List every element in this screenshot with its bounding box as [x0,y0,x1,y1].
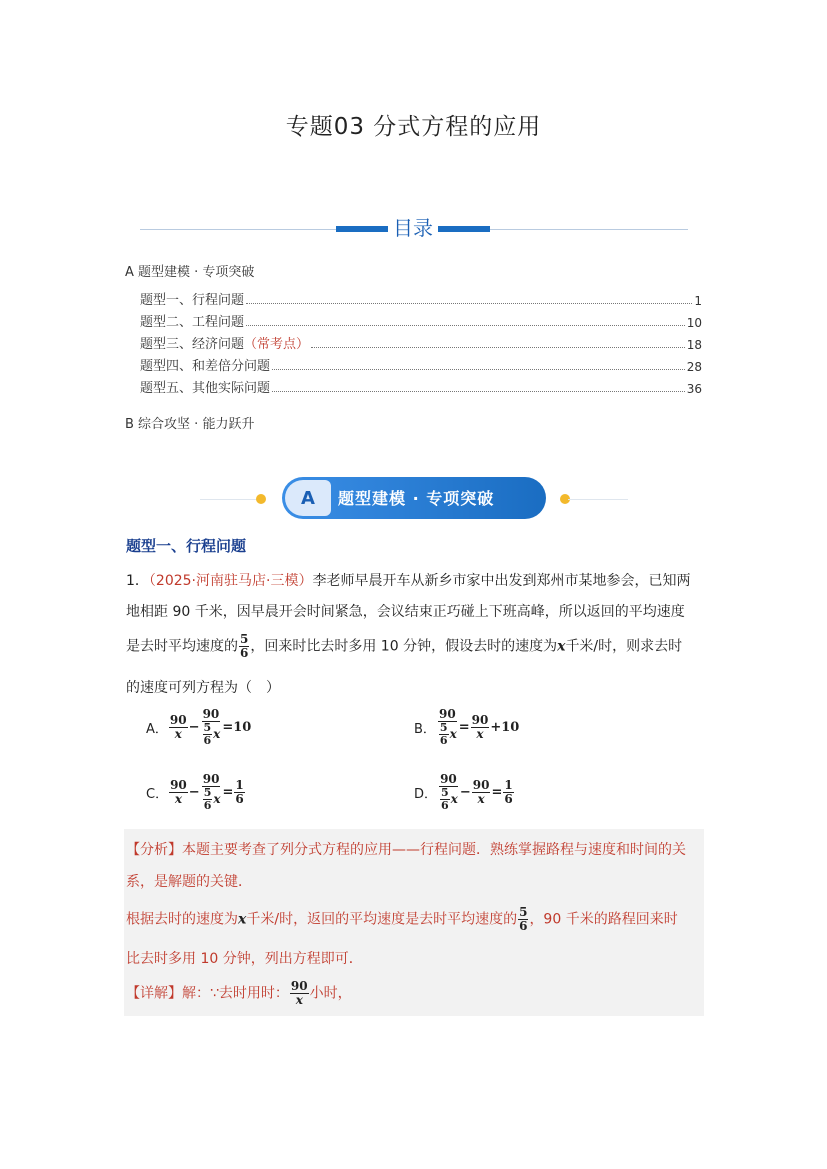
banner-badge: A [285,480,331,516]
toc-item-label: 题型三、经济问题 [140,337,245,352]
detail-text: 小时， [309,985,352,1002]
frac-num: 90 [169,713,187,727]
question-line-2: 地相距 90 千米，因早晨开会时间紧急，会议结束正巧碰上下班高峰，所以返回的平均速度 [126,604,685,620]
frac-den [201,787,222,812]
variable-x: x [557,638,566,655]
minus-sign: − [459,785,471,800]
frac-num: 5 [439,721,448,734]
frac-den: x [295,993,303,1007]
question-line-4: 的速度可列方程为（ ） [126,680,280,696]
frac-num: 90 [438,707,456,721]
frac-num: 1 [235,778,244,792]
minus-sign: − [188,785,200,800]
toc-page-number: 36 [686,382,702,396]
banner-line-right [568,499,628,500]
frac-den: 6 [519,919,528,933]
analysis-text: 本题主要考查了列分式方程的应用——行程问题．熟练掌握路程与速度和时间的关 [182,842,686,858]
analysis-text: ，90 千米的路程回来时 [529,911,678,928]
toc-accent-bar-right [438,226,490,232]
frac-den: 6 [439,734,448,747]
banner-text: 题型建模 · 专项突破 [338,489,495,508]
frac-num: 90 [202,707,220,721]
variable-x: x [449,727,457,741]
toc-section-b[interactable]: B 综合攻坚 · 能力跃升 [125,417,255,432]
option-a[interactable] [146,708,251,747]
toc-divider-right [490,229,688,230]
frac-num: 90 [170,778,187,792]
toc-leader-dots [246,325,685,326]
toc-divider-left [140,229,336,230]
toc-page-number: 1 [694,294,702,308]
variable-x: x [238,911,247,928]
type-heading: 题型一、行程问题 [126,537,247,555]
equals-sign: = [222,785,234,800]
toc-section-a[interactable]: A 题型建模 · 专项突破 [125,265,255,280]
question-text: 李老师早晨开车从新乡市家中出发到郑州市某地参会，已知两 [312,573,691,589]
toc-item-tag: （常考点） [244,337,310,352]
option-c[interactable] [146,773,246,812]
question-line-3 [126,633,682,660]
question-source: （2025·河南驻马店·三模） [148,573,313,589]
frac-num: 90 [472,778,490,792]
toc-page-number: 28 [686,360,702,374]
toc-accent-bar-left [336,226,388,232]
option-b[interactable] [414,708,519,747]
frac-den: x [476,727,484,741]
fraction-5-6 [518,906,528,933]
variable-x: x [213,792,221,806]
option-letter: C． [146,787,169,802]
detail-tag: 【详解】 [126,985,182,1002]
option-letter: A． [146,722,168,737]
question-text: 千米/时，则求去时 [565,638,683,655]
toc-leader-dots [272,391,685,392]
frac-den [438,787,459,812]
frac-den: 6 [203,734,212,747]
frac-num: 5 [203,721,212,734]
fraction-90-x [290,980,309,1007]
toc-page-number: 10 [686,316,702,330]
variable-x: x [213,727,221,741]
frac-num: 5 [203,786,212,799]
toc-page-number: 18 [686,338,702,352]
variable-x: x [450,792,458,806]
equals-sign: = [491,785,503,800]
fraction [437,708,458,747]
fraction [169,779,188,806]
frac-num: 5 [441,786,449,799]
question-text: ，回来时比去时多用 10 分钟，假设去时的速度为 [250,638,558,655]
toc-item-1[interactable] [140,290,702,308]
frac-num: 90 [202,772,220,786]
option-letter: B． [414,722,436,737]
frac-den [437,722,458,747]
analysis-line-1 [126,839,686,859]
frac-den: 6 [504,792,513,806]
analysis-line-4: 比去时多用 10 分钟，列出方程即可． [126,951,363,967]
fraction-5-6 [239,633,249,660]
toc-heading: 目录 [393,216,433,240]
toc-item-3[interactable] [140,334,702,352]
frac-num: 90 [440,772,457,786]
fraction [472,779,491,806]
toc-leader-dots [246,303,692,304]
frac-den: 6 [203,799,212,812]
frac-den: x [477,792,485,806]
frac-num: 90 [471,713,489,727]
toc-leader-dots [311,347,685,348]
minus-sign: − [188,720,200,735]
frac-num: 90 [290,979,308,993]
frac-den: 6 [441,799,449,812]
toc-item-label: 题型二、工程问题 [140,315,245,330]
toc-item-label: 题型一、行程问题 [140,293,245,308]
frac-num: 5 [519,905,528,919]
option-d[interactable] [414,773,515,812]
fraction [201,773,222,812]
frac-den [201,722,222,747]
toc-item-label: 题型五、其他实际问题 [140,381,271,396]
fraction [201,708,222,747]
detail-line [126,980,352,1007]
analysis-line-3 [126,906,678,933]
option-rhs: +10 [490,720,520,735]
toc-item-2[interactable] [140,312,702,330]
frac-num: 1 [504,778,513,792]
banner-line-left [200,499,260,500]
analysis-text: 千米/时，返回的平均速度是去时平均速度的 [246,911,518,928]
detail-text: 解：∵去时用时： [182,985,289,1002]
option-letter: D． [414,787,438,802]
fraction-1-6 [234,779,244,806]
question-text: 是去时平均速度的 [126,638,238,655]
analysis-line-2: 系，是解题的关键． [126,874,252,890]
fraction [471,714,490,741]
frac-den: x [174,792,182,806]
option-rhs: =10 [222,720,252,735]
toc-item-4[interactable] [140,356,702,374]
frac-den: 6 [235,792,244,806]
fraction-1-6 [503,779,513,806]
toc-item-5[interactable] [140,378,702,396]
fraction [169,714,188,741]
page-title: 专题03 分式方程的应用 [285,114,542,140]
fraction [438,773,459,812]
toc-leader-dots [272,369,685,370]
question-number: 1． [126,573,149,589]
frac-den: 6 [240,646,249,660]
banner-dot-left [256,494,266,504]
question-line-1 [126,570,690,590]
toc-item-label: 题型四、和差倍分问题 [140,359,271,374]
equals-sign: = [458,720,470,735]
analysis-text: 根据去时的速度为 [126,911,238,928]
analysis-tag: 【分析】 [126,842,182,858]
frac-num: 5 [240,632,249,646]
frac-den: x [174,727,182,741]
